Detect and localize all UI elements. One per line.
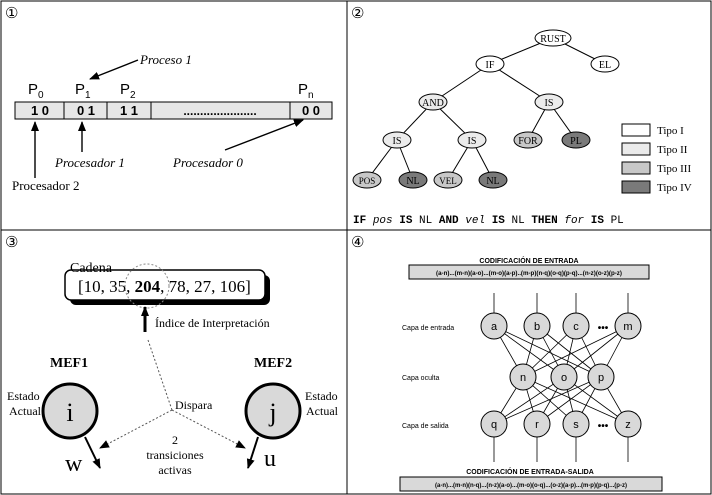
output-node-r-label: r — [535, 419, 539, 431]
capa-salida-label: Capa de salida — [402, 423, 449, 430]
sentence-token: AND — [438, 215, 459, 227]
legend-label-tipo4: Tipo IV — [657, 182, 692, 194]
node-and-label: AND — [422, 98, 444, 109]
transition-u-arrow — [248, 437, 258, 468]
p1-sub: 1 — [85, 90, 91, 101]
indice-label: Índice de Interpretación — [155, 316, 270, 330]
cell-p1: 0 1 — [76, 103, 96, 118]
panel-3-number: ③ — [5, 235, 19, 251]
hidden-node-o-label: o — [560, 372, 568, 384]
cell-p0: 1 0 — [30, 103, 50, 118]
capa-oculta-label: Capa oculta — [402, 375, 440, 382]
panel-2-number: ② — [351, 6, 365, 22]
node-is-top-label: IS — [544, 98, 554, 109]
array-after: , 78, 27, 106] — [160, 277, 251, 296]
legend-swatch-tipo4 — [622, 181, 650, 193]
title-top: CODIFICACIÓN DE ENTRADA — [479, 258, 579, 265]
legend-swatch-tipo3 — [622, 162, 650, 174]
panel-2-syntax-tree — [351, 6, 692, 227]
pn-sub: n — [308, 90, 314, 101]
tree-legend — [622, 124, 692, 194]
sentence-token: IS — [491, 215, 505, 227]
capa-entrada-label: Capa de entrada — [402, 325, 455, 332]
sentence-token: PL — [610, 215, 624, 227]
input-node-m-label: m — [623, 321, 633, 333]
node-for-label: FOR — [518, 136, 538, 147]
legend-swatch-tipo1 — [622, 124, 650, 136]
mef2-label: MEF2 — [254, 356, 293, 371]
dispara-label: Dispara — [175, 398, 213, 412]
procesador2-label: Procesador 2 — [12, 178, 80, 193]
node-is-mid-label: IS — [467, 136, 477, 147]
transiciones-line1: 2 — [172, 433, 178, 447]
sentence-token: THEN — [531, 215, 558, 227]
mef1-label: MEF1 — [50, 356, 89, 371]
node-pl-label: PL — [570, 136, 582, 147]
output-node-s-label: s — [573, 419, 579, 431]
input-node-c-label: c — [573, 321, 579, 333]
sentence-token: pos — [372, 215, 393, 227]
node-rust-label: RUST — [540, 34, 566, 45]
panel-1-memory-diagram — [5, 6, 332, 193]
memory-row — [15, 102, 332, 119]
p0-label: P — [28, 81, 39, 98]
proceso-label: Proceso 1 — [140, 52, 192, 67]
dispara-lines — [100, 340, 245, 448]
estado1-line1: Estado — [7, 389, 40, 403]
array-before: [10, 35, — [78, 277, 135, 296]
transition-w-label: w — [65, 451, 83, 477]
node-is-left-label: IS — [392, 136, 402, 147]
sentence-token: NL — [419, 215, 433, 227]
sentence-token: IS — [399, 215, 413, 227]
legend-swatch-tipo2 — [622, 143, 650, 155]
legend-label-tipo3: Tipo III — [657, 163, 692, 175]
title-bottom: CODIFICACIÓN DE ENTRADA-SALIDA — [466, 469, 594, 476]
pn-label: P — [298, 81, 309, 98]
input-dots: ••• — [597, 323, 609, 334]
output-node-z-label: z — [625, 419, 631, 431]
transiciones-line2: transiciones — [146, 448, 204, 462]
node-nl-2-label: NL — [486, 176, 500, 187]
node-pos-label: POS — [358, 176, 376, 186]
node-if-label: IF — [485, 60, 495, 71]
rule-sentence — [353, 215, 624, 227]
panel-3-state-machines — [5, 235, 339, 477]
procesador0-arrow — [225, 120, 303, 150]
panel-4-number: ④ — [351, 235, 365, 251]
output-lines — [494, 437, 628, 462]
cell-ellipsis: ...................... — [183, 104, 257, 118]
array-current: 204 — [134, 277, 161, 296]
cadena-label: Cadena — [70, 261, 112, 276]
estado2-line1: Estado — [305, 389, 338, 403]
legend-label-tipo2: Tipo II — [657, 144, 688, 156]
sentence-token: NL — [511, 215, 525, 227]
sentence-token: IS — [590, 215, 604, 227]
cell-pn: 0 0 — [301, 103, 321, 118]
node-vel-label: VEL — [439, 176, 457, 186]
hidden-node-p-label: p — [597, 372, 605, 384]
state-i-label: i — [66, 398, 74, 427]
estado1-line2: Actual — [9, 404, 41, 418]
p2-sub: 2 — [130, 90, 136, 101]
hidden-node-n-label: n — [519, 372, 527, 384]
node-nl-1-label: NL — [406, 176, 420, 187]
input-lines — [494, 293, 628, 313]
panel-4-neural-network — [351, 235, 662, 491]
output-dots: ••• — [597, 421, 609, 432]
code-bottom: (a-n)...(m-n)(n-q)...(n-z)(a-o)...(m-o)(o-q)...(o-z)(a-p)...(m-p)(p-q)...(p-z) — [435, 483, 627, 489]
transition-u-label: u — [264, 446, 276, 472]
output-node-q-label: q — [490, 419, 498, 431]
cell-p2: 1 1 — [119, 103, 139, 118]
input-node-b-label: b — [533, 321, 541, 333]
p0-sub: 0 — [38, 90, 44, 101]
procesador1-label: Procesador 1 — [55, 155, 125, 170]
p2-label: P — [120, 81, 131, 98]
cadena-array — [78, 277, 251, 296]
code-top: (a-n)...(m-n)(a-o)...(m-o)(a-p)..(m-p)(n-q)(o-q)(p-q)...(n-z)(o-z)(p-z) — [436, 270, 622, 277]
node-el-label: EL — [598, 60, 612, 71]
procesador0-label: Procesador 0 — [173, 155, 243, 170]
sentence-token: vel — [465, 215, 486, 227]
transition-w-arrow — [85, 437, 100, 468]
state-j-label: j — [269, 398, 277, 427]
legend-label-tipo1: Tipo I — [657, 125, 684, 137]
input-node-a-label: a — [490, 321, 498, 333]
estado2-line2: Actual — [306, 404, 338, 418]
p1-label: P — [75, 81, 86, 98]
panel-1-number: ① — [5, 6, 19, 22]
transiciones-line3: activas — [158, 463, 192, 477]
sentence-token: IF — [353, 215, 367, 227]
sentence-token: for — [564, 215, 585, 227]
proceso-arrow — [90, 60, 138, 79]
